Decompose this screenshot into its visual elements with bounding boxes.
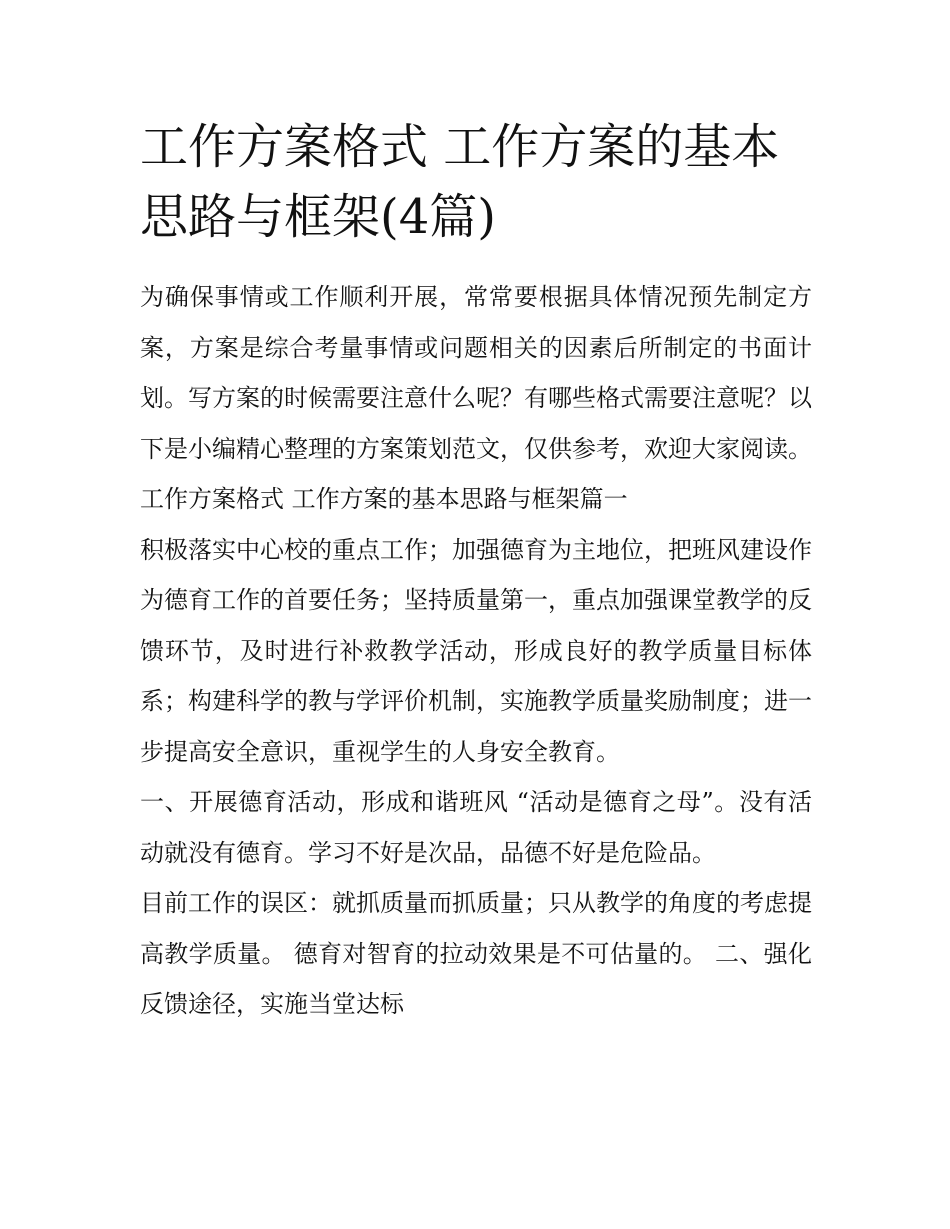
document-page	[140, 112, 812, 1030]
paragraph-moral-education: 一、开展德育活动，形成和谐班风 “活动是德育之母”。没有活动就没有德育。学习不好是次品，品德不好是危险品。	[140, 788, 812, 867]
paragraph-work-misconception: 目前工作的误区：就抓质量而抓质量；只从教学的角度的考虑提高教学质量。 德育对智育的拉动效果是不可估量的。 二、强化反馈途径，实施当堂达标	[140, 889, 812, 1018]
paragraph-intro: 为确保事情或工作顺利开展，常常要根据具体情况预先制定方案，方案是综合考量事情或问题相关的因素后所制定的书面计划。写方案的时候需要注意什么呢？有哪些格式需要注意呢？以下是小编精心整理的方案策划范文，仅供参考，欢迎大家阅读。	[140, 283, 812, 463]
document-body	[140, 272, 812, 1030]
paragraph-key-work: 积极落实中心校的重点工作；加强德育为主地位，把班风建设作为德育工作的首要任务；坚持质量第一，重点加强课堂教学的反馈环节，及时进行补救教学活动，形成良好的教学质量目标体系；构建科学的教与学评价机制，实施教学质量奖励制度；进一步提高安全意识，重视学生的人身安全教育。	[140, 535, 812, 766]
paragraph-section-heading: 工作方案格式 工作方案的基本思路与框架篇一	[140, 485, 628, 513]
document-title: 工作方案格式 工作方案的基本思路与框架(4篇)	[140, 119, 780, 245]
